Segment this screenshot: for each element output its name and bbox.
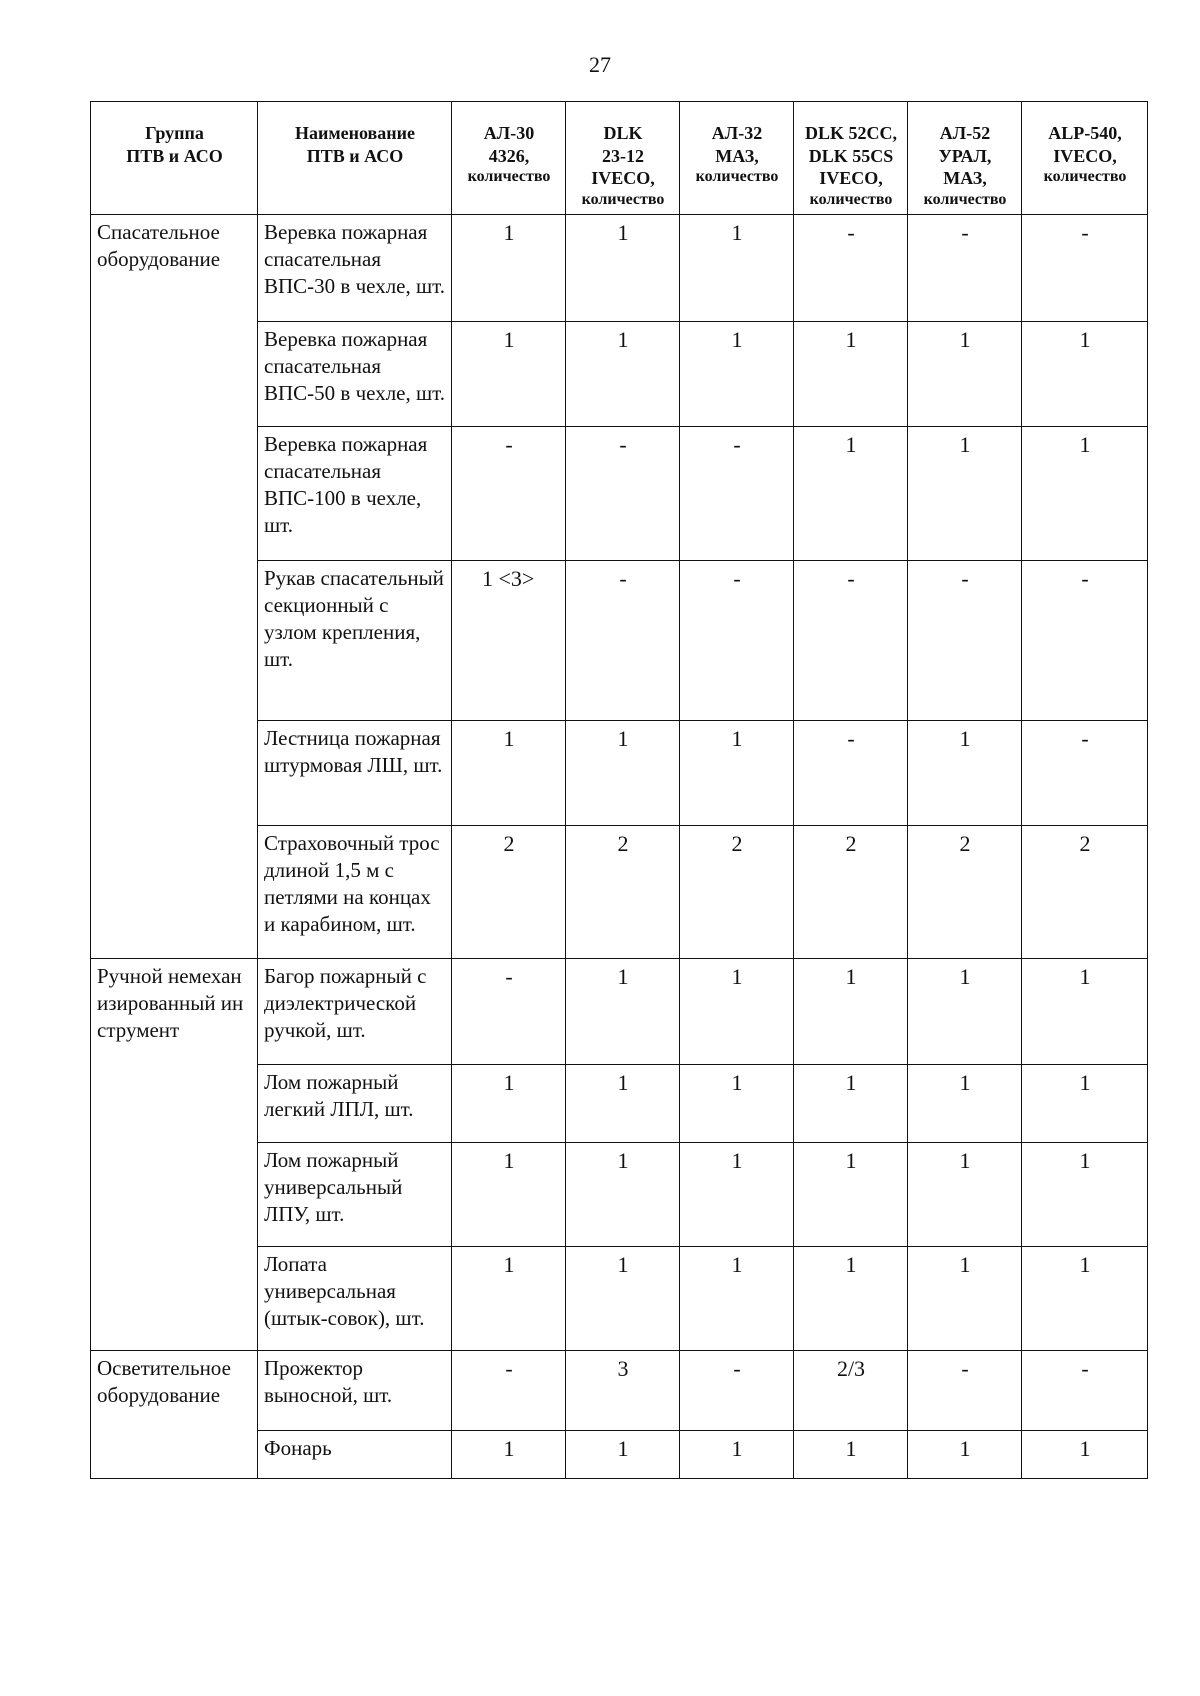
item-name: Лопата универсальная (штык-совок), шт. [258, 1246, 452, 1350]
group-cell: Ручной немеханизированный инструмент [91, 958, 258, 1350]
item-name: Веревка пожарная спасательная ВПС-100 в чехле, шт. [258, 426, 452, 560]
qty-cell: - [908, 1350, 1022, 1430]
qty-cell: 1 [680, 1064, 794, 1142]
qty-cell: 1 [452, 1430, 566, 1478]
qty-cell: - [680, 426, 794, 560]
qty-cell: 2 [908, 825, 1022, 958]
qty-cell: 1 [908, 321, 1022, 426]
header-row [91, 102, 1148, 215]
qty-cell: - [1022, 720, 1148, 825]
qty-cell: 1 [452, 1064, 566, 1142]
header-col-al52: АЛ-52 УРАЛ, МАЗ, количество [908, 102, 1022, 215]
qty-cell: 2 [794, 825, 908, 958]
qty-cell: 1 [452, 1142, 566, 1246]
qty-cell: 1 [794, 1142, 908, 1246]
qty-cell: - [1022, 560, 1148, 720]
qty-cell: 1 [680, 1246, 794, 1350]
qty-cell: - [794, 720, 908, 825]
qty-cell: 1 [908, 958, 1022, 1064]
item-name: Лом пожарный легкий ЛПЛ, шт. [258, 1064, 452, 1142]
header-col-al30: АЛ-30 4326, количество [452, 102, 566, 215]
qty-cell: 1 [908, 1064, 1022, 1142]
qty-cell: 1 [794, 1246, 908, 1350]
qty-cell: 1 [680, 214, 794, 321]
qty-cell: 1 <3> [452, 560, 566, 720]
qty-cell: 1 [566, 720, 680, 825]
group-cell: Спасательное оборудование [91, 214, 258, 958]
qty-cell: 1 [1022, 1064, 1148, 1142]
item-name: Лестница пожарная штурмовая ЛШ, шт. [258, 720, 452, 825]
group-cell: Осветительное оборудование [91, 1350, 258, 1478]
qty-cell: - [908, 560, 1022, 720]
qty-cell: - [452, 1350, 566, 1430]
qty-cell: - [680, 560, 794, 720]
qty-cell: 1 [452, 1246, 566, 1350]
qty-cell: 2 [1022, 825, 1148, 958]
item-name: Прожектор выносной, шт. [258, 1350, 452, 1430]
qty-cell: 1 [452, 214, 566, 321]
qty-cell: 1 [1022, 1246, 1148, 1350]
qty-cell: - [1022, 214, 1148, 321]
qty-cell: 1 [908, 1246, 1022, 1350]
qty-cell: 1 [794, 958, 908, 1064]
header-col-dlk52cc: DLK 52CC, DLK 55CS IVECO, количество [794, 102, 908, 215]
qty-cell: - [794, 560, 908, 720]
qty-cell: - [566, 560, 680, 720]
qty-cell: 1 [794, 426, 908, 560]
qty-cell: 1 [1022, 958, 1148, 1064]
qty-cell: 1 [680, 1430, 794, 1478]
qty-cell: 1 [566, 1142, 680, 1246]
page-number: 27 [589, 52, 611, 77]
qty-cell: 1 [794, 1064, 908, 1142]
qty-cell: 1 [1022, 1430, 1148, 1478]
qty-cell: 1 [452, 720, 566, 825]
qty-cell: - [452, 958, 566, 1064]
qty-cell: 1 [794, 1430, 908, 1478]
item-name: Веревка пожарная спасательная ВПС-30 в чехле, шт. [258, 214, 452, 321]
qty-cell: 2 [680, 825, 794, 958]
table-row [91, 958, 1148, 1064]
qty-cell: 1 [1022, 426, 1148, 560]
item-name: Рукав спасательный секционный с узлом крепления, шт. [258, 560, 452, 720]
qty-cell: 1 [680, 321, 794, 426]
item-name: Страховочный трос длиной 1,5 м с петлями на концах и карабином, шт. [258, 825, 452, 958]
qty-cell: 1 [908, 1430, 1022, 1478]
qty-cell: 1 [566, 321, 680, 426]
qty-cell: 2 [566, 825, 680, 958]
item-name: Фонарь [258, 1430, 452, 1478]
qty-cell: 3 [566, 1350, 680, 1430]
qty-cell: - [794, 214, 908, 321]
qty-cell: 1 [452, 321, 566, 426]
qty-cell: - [452, 426, 566, 560]
qty-cell: 1 [680, 720, 794, 825]
qty-cell: 1 [566, 1430, 680, 1478]
qty-cell: 2 [452, 825, 566, 958]
header-col-alp540: ALP-540, IVECO, количество [1022, 102, 1148, 215]
qty-cell: 1 [566, 1246, 680, 1350]
qty-cell: 1 [1022, 321, 1148, 426]
item-name: Лом пожарный универсальный ЛПУ, шт. [258, 1142, 452, 1246]
table-row [91, 1350, 1148, 1430]
header-name: Наименование ПТВ и АСО [258, 102, 452, 215]
qty-cell: 1 [680, 958, 794, 1064]
equipment-table [90, 101, 1148, 1479]
qty-cell: 1 [794, 321, 908, 426]
qty-cell: 1 [566, 958, 680, 1064]
qty-cell: 1 [680, 1142, 794, 1246]
qty-cell: - [680, 1350, 794, 1430]
item-name: Веревка пожарная спасательная ВПС-50 в чехле, шт. [258, 321, 452, 426]
qty-cell: - [1022, 1350, 1148, 1430]
header-col-al32: АЛ-32 МАЗ, количество [680, 102, 794, 215]
qty-cell: 1 [566, 214, 680, 321]
qty-cell: 1 [1022, 1142, 1148, 1246]
qty-cell: 1 [908, 426, 1022, 560]
qty-cell: - [566, 426, 680, 560]
qty-cell: 1 [566, 1064, 680, 1142]
qty-cell: 1 [908, 720, 1022, 825]
qty-cell: 2/3 [794, 1350, 908, 1430]
header-group: Группа ПТВ и АСО [91, 102, 258, 215]
qty-cell: - [908, 214, 1022, 321]
header-col-dlk2312: DLK 23-12 IVECO, количество [566, 102, 680, 215]
table-row [91, 214, 1148, 321]
item-name: Багор пожарный с диэлектрической ручкой, шт. [258, 958, 452, 1064]
qty-cell: 1 [908, 1142, 1022, 1246]
